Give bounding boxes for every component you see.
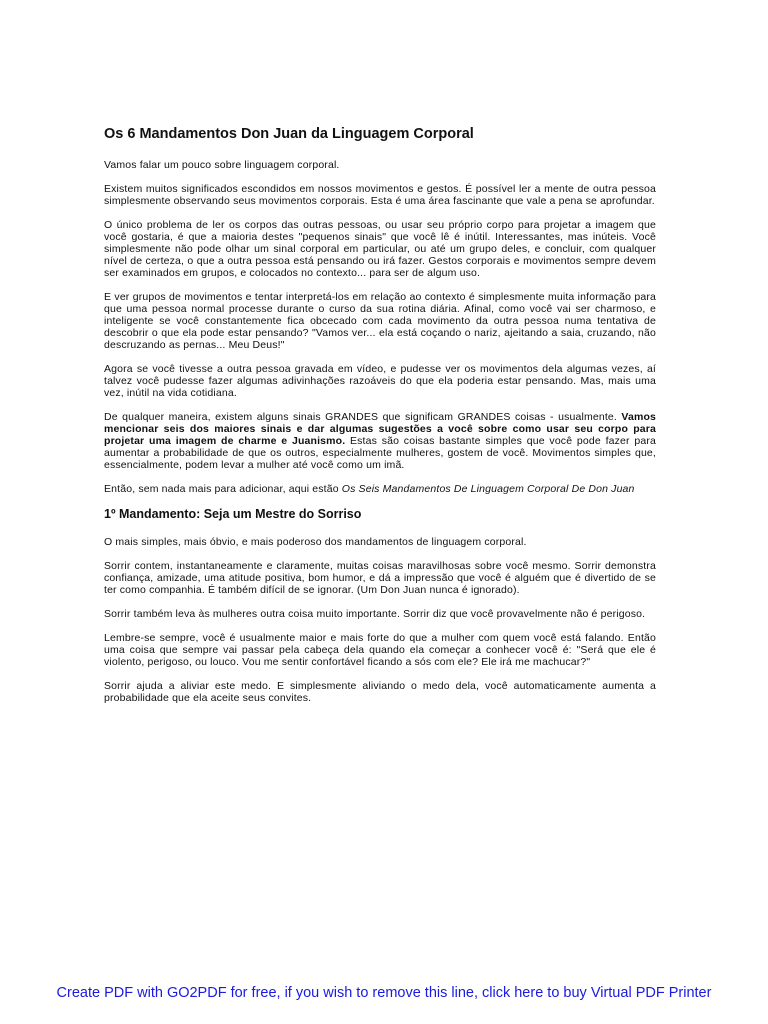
paragraph-4: E ver grupos de movimentos e tentar interpretá-los em relação ao contexto é simplesmente muita informação para que uma pessoa normal processe durante o curso da sua rotina diária. Afinal, como você vai ser charmoso, e inteligente se você constantemente fica obcecado com cada movimento da outra pessoa numa tentativa de descobrir o que ela pode estar pensando? "Vamos ver... ela está coçando o nariz, ajeitando a saia, cruzando, não descruzando as pernas... Meu Deus!" xyxy=(104,291,656,351)
paragraph-7 xyxy=(104,483,656,495)
paragraph-3: O único problema de ler os corpos das outras pessoas, ou usar seu próprio corpo para projetar a imagem que você gostaria, é que a maioria destes "pequenos sinais" que você lê é inútil. Interessantes, mas inúteis. Você simplesmente não pode olhar um sinal corporal em particular, ou até um grupo deles, e concluir, com qualquer nível de certeza, o que a outra pessoa está pensando ou irá fazer. Gestos corporais e movimentos sempre devem ser examinados em grupos, e colocados no contexto... para ser de algum uso. xyxy=(104,219,656,279)
paragraph-6 xyxy=(104,411,656,471)
paragraph-7-start: Então, sem nada mais para adicionar, aqui estão xyxy=(104,483,342,495)
paragraph-2: Existem muitos significados escondidos em nossos movimentos e gestos. É possível ler a mente de outra pessoa simplesmente observando seus movimentos corporais. Esta é uma área fascinante que vale a pena se aprofundar. xyxy=(104,183,656,207)
go2pdf-footer-link[interactable]: Create PDF with GO2PDF for free, if you wish to remove this line, click here to buy Virtual PDF Printer xyxy=(56,985,712,1001)
document-title: Os 6 Mandamentos Don Juan da Linguagem Corporal xyxy=(104,126,474,142)
section-paragraph-3: Sorrir também leva às mulheres outra coisa muito importante. Sorrir diz que você provavelmente não é perigoso. xyxy=(104,608,646,620)
document-page xyxy=(104,126,656,716)
section-paragraph-4: Lembre-se sempre, você é usualmente maior e mais forte do que a mulher com quem você está falando. Então uma coisa que sempre vai passar pela cabeça dela quando ela começar a conhecer você é: "Será que ele é violento, perigoso, ou louco. Vou me sentir confortável ficando a sós com ele? Ele irá me machucar?" xyxy=(104,632,656,668)
paragraph-1: Vamos falar um pouco sobre linguagem corporal. xyxy=(104,159,340,171)
paragraph-6-end: Estas são coisas bastante simples que você pode fazer para aumentar a probabilidade de que os outros, especialmente mulheres, gostem de você. Movimentos simples que, essencialmente, podem levar a mulher até você como um imã. xyxy=(104,435,656,471)
paragraph-6-start: De qualquer maneira, existem alguns sinais GRANDES que significam GRANDES coisas - usualmente. xyxy=(104,411,622,423)
section-paragraph-1: O mais simples, mais óbvio, e mais poderoso dos mandamentos de linguagem corporal. xyxy=(104,536,527,548)
section-paragraph-2: Sorrir contem, instantaneamente e claramente, muitas coisas maravilhosas sobre você mesmo. Sorrir demonstra confiança, amizade, uma atitude positiva, bom humor, e dá a impressão que você é alguém que é divertido de se ter como companhia. É também difícil de se ignorar. (Um Don Juan nunca é ignorado). xyxy=(104,560,656,596)
paragraph-6-bold: Vamos mencionar seis dos maiores sinais e dar algumas sugestões a você sobre como usar seu corpo para projetar uma imagem de charme e Juanismo. xyxy=(104,411,656,447)
paragraph-5: Agora se você tivesse a outra pessoa gravada em vídeo, e pudesse ver os movimentos dela algumas vezes, aí talvez você pudesse fazer algumas adivinhações razoáveis do que ela poderia estar pensando. Mas, mais uma vez, inútil na vida cotidiana. xyxy=(104,363,656,399)
section-heading: 1º Mandamento: Seja um Mestre do Sorriso xyxy=(104,507,362,521)
section-paragraph-5: Sorrir ajuda a aliviar este medo. E simplesmente aliviando o medo dela, você automaticamente aumenta a probabilidade que ela aceite seus convites. xyxy=(104,680,656,704)
paragraph-7-italic: Os Seis Mandamentos De Linguagem Corporal De Don Juan xyxy=(341,483,635,495)
